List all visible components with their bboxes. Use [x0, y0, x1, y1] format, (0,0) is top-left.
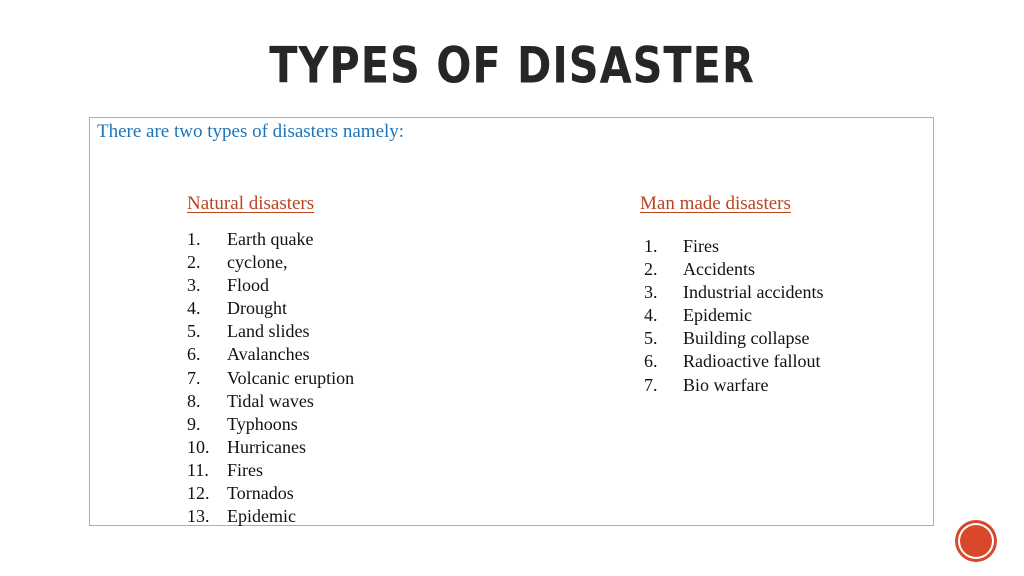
list-item: 5. Land slides [187, 321, 310, 342]
slide-number-badge [958, 523, 994, 559]
list-item: 1. Fires [644, 236, 719, 256]
list-item: 6. Radioactive fallout [644, 351, 821, 372]
list-item: 13. Epidemic [187, 506, 296, 527]
list-item: 9. Typhoons [187, 413, 298, 434]
list-item: 10. Hurricanes [187, 436, 306, 457]
list-item: 7. Volcanic eruption [187, 367, 355, 388]
intro-text: There are two types of disasters namely: [97, 121, 405, 142]
list-item: 4. Drought [187, 298, 287, 319]
list-item: 12. Tornados [187, 483, 294, 504]
list-item: 7. Bio warfare [644, 374, 769, 395]
list-item: 4. Epidemic [644, 305, 752, 326]
slide-title: TYPES OF DISASTER [269, 35, 755, 95]
manmade-list [644, 235, 823, 397]
list-item: 11. Fires [187, 459, 263, 480]
list-item: 2. cyclone, [187, 252, 288, 273]
manmade-heading: Man made disasters [640, 193, 791, 214]
list-item: 8. Tidal waves [187, 390, 314, 411]
natural-heading: Natural disasters [187, 193, 315, 214]
list-item: 3. Flood [187, 275, 270, 296]
list-item: 3. Industrial accidents [644, 282, 824, 303]
list-item: 6. Avalanches [187, 344, 310, 365]
list-item: 1. Earth quake [187, 229, 314, 249]
list-item: 5. Building collapse [644, 328, 810, 349]
natural-list [187, 228, 354, 528]
list-item: 2. Accidents [644, 259, 755, 280]
